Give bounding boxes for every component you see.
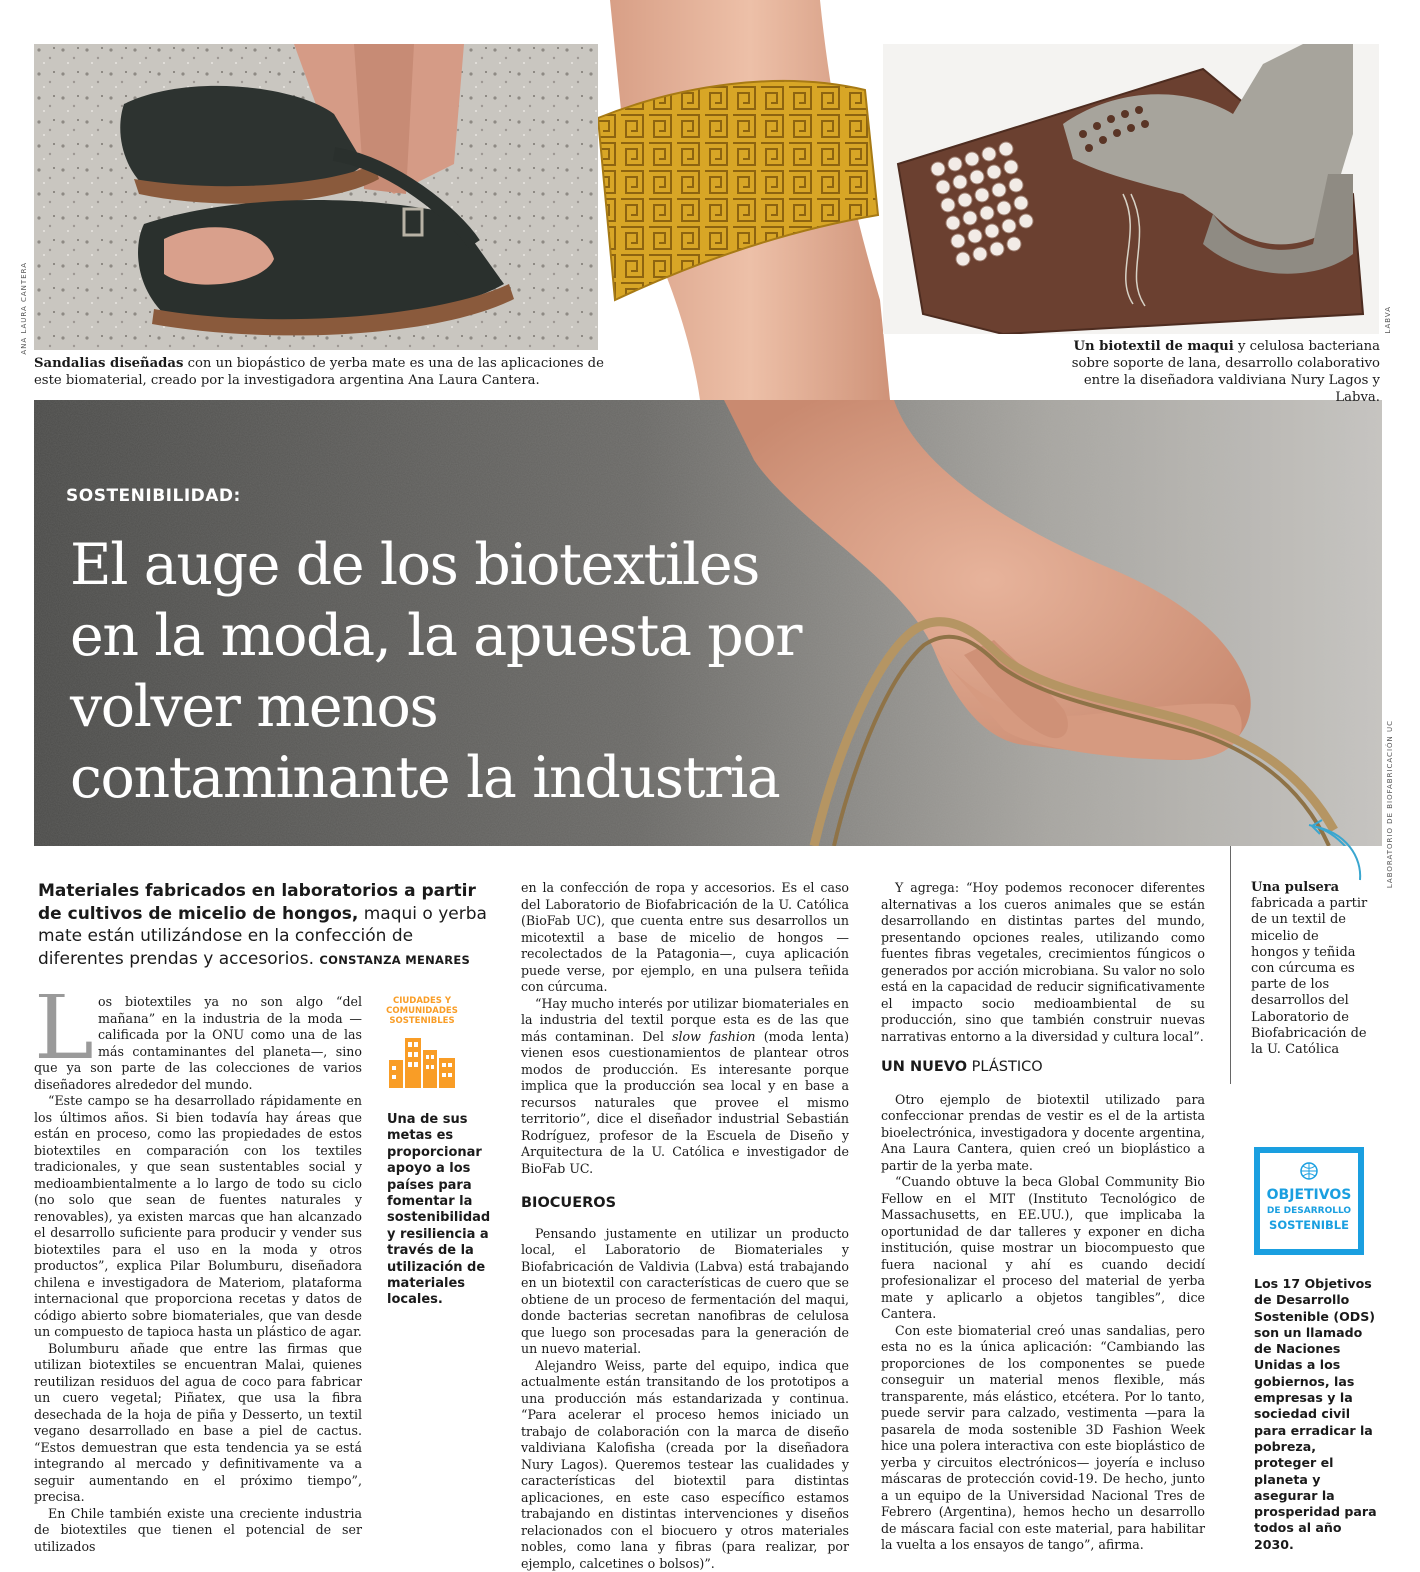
col3-paragraph-1: Y agrega: “Hoy podemos reconocer diferentes alternativas a los cueros animales que se están desarrollando en distintas partes del mundo, presentando opciones reales, utilizando como fuentes fibras vegetales, crecimientos fúngicos o generados por acción microbiana. Su valor no solo está en la capacidad de reducir significativamente el impacto socio medioambiental de su producción, sino que también construir nuevas narrativas entorno a la diversidad y cultura local”. — [881, 880, 1205, 1045]
col2-p2-start: “Hay mucho interés por utilizar biomateriales en la industria del textil porque esta es de las que más contaminan. Del — [521, 996, 849, 1044]
subhead-bold: UN NUEVO — [881, 1059, 967, 1075]
caption-right-text: y celulosa bacteriana sobre soporte de lana, desarrollo colaborativo entre la diseñadora valdiviana Nury Lagos y Labva. — [1072, 339, 1380, 405]
sdg-logo-line3: SOSTENIBLE — [1260, 1218, 1358, 1232]
bracelet-photo — [590, 0, 890, 400]
maqui-textile-photo — [883, 44, 1379, 334]
article-deck — [38, 880, 502, 971]
ods-11-label: CIUDADES Y COMUNIDADES SOSTENIBLES — [383, 996, 461, 1026]
dropcap — [34, 994, 92, 1052]
col2-p2-end: (moda lenta) vienen esos cuestionamientos de plantear otros modos de producción. Es interesante porque implica que la producción sea local y en base a recursos naturales que provee el mismo territorio”, dice el diseñador industrial Sebastián Rodríguez, profesor de la Escuela de Diseño y Arquitectura de la U. Católica e investigador de BioFab UC. — [521, 1029, 849, 1176]
hero-photo-credit: LABORATORIO DE BIOFABRICACIÓN UC — [1386, 720, 1394, 888]
subhead-rest: PLÁSTICO — [967, 1059, 1043, 1075]
col1-paragraph-2: “Este campo se ha desarrollado rápidamente en los últimos años. Si bien todavía hay áreas que están en proceso, como las propiedades de estos biotextiles en comparación con los textiles tradicionales, y que sean sustentables social y medioambientalmente a lo largo de todo su ciclo (no solo que sean de fuentes naturales y renovables), ya existen marcas que han alcanzado el desarrollo suficiente para producir y vender sus biotextiles para el uso en la moda y otros productos”, explica Pilar Bolumburu, diseñadora chilena e investigadora de Materiom, plataforma internacional que proporciona recetas y datos de código abierto sobre biomateriales, que van desde un compuesto de tapioca hasta un plástico de agar. — [34, 1093, 362, 1341]
hero-caption-bold: Una pulsera — [1251, 880, 1339, 895]
subhead-biocueros: BIOCUEROS — [521, 1195, 849, 1212]
hero-caption — [1251, 880, 1369, 1058]
sandals-photo — [34, 44, 598, 350]
un-emblem-icon — [1299, 1161, 1319, 1181]
caption-left — [34, 355, 604, 389]
dropcap-letter: L — [34, 994, 92, 1060]
photo-credit-left: ANA LAURA CANTERA — [20, 262, 28, 355]
photo-credit-right: LABVA — [1384, 306, 1392, 334]
deck-text: maqui o yerba mate están utilizándose en la confección de diferentes prendas y accesorios. — [38, 904, 487, 969]
col1-paragraph-3: Bolumburu añade que entre las firmas que utilizan biotextiles se encuentran Malai, quienes reutilizan residuos del agua de coco para fabricar un cuero vegetal; Piñatex, que usa la fibra desechada de la hoja de piña y Desserto, un textil vegano desarrollado en base a piel de cactus. “Estos demuestran que esta tendencia ya se está integrando al mercado y definitivamente va a seguir aumentando en el próximo tiempo”, precisa. — [34, 1341, 362, 1506]
col1-paragraph-1: os biotextiles ya no son algo “del mañana” en la industria de la moda —calificada por la ONU como una de las más contaminantes del planeta—, sino que ya son parte de las colecciones de varios diseñadores alrededor del mundo. — [34, 994, 362, 1093]
author-byline: CONSTANZA MENARES — [319, 953, 470, 967]
sdg-logo-line2: DE DESARROLLO — [1260, 1206, 1358, 1216]
col3-paragraph-2: Otro ejemplo de biotextil utilizado para confeccionar prendas de vestir es el de la artista bioelectrónica, investigadora y docente argentina, Ana Laura Cantera, quien creó un bioplástico a partir de la yerba mate. — [881, 1092, 1205, 1175]
ods-11-badge — [383, 996, 461, 1090]
kicker: SOSTENIBILIDAD: — [66, 486, 241, 506]
article-column-2 — [521, 880, 849, 1572]
article-column-1 — [34, 994, 362, 1555]
col3-paragraph-3: “Cuando obtuve la beca Global Community Bio Fellow en el MIT (Instituto Tecnológico de Massachusetts, en EE.UU.), que implicaba la oportunidad de dar talleres y exponer en dicha institución, quise mostrar un biocompuesto que fuera nacional y ahí es cuando decidí profesionalizar el proceso del material de yerba mate y aplicarlo a objetos tangibles”, dice Cantera. — [881, 1174, 1205, 1323]
hero-caption-divider — [1230, 846, 1231, 1084]
hero-caption-text: fabricada a partir de un textil de micelio de hongos y teñida con cúrcuma es parte de los desarrollos del Laboratorio de Biofabricación de la U. Católica — [1251, 896, 1367, 1057]
article-column-3 — [881, 880, 1205, 1554]
col2-paragraph-2 — [521, 996, 849, 1178]
sdg-logo-line1: OBJETIVOS — [1260, 1187, 1358, 1203]
sdg-text: Los 17 Objetivos de Desarrollo Sostenible (ODS) son un llamado de Naciones Unidas a los gobiernos, las empresas y la sociedad civil para erradicar la pobreza, proteger el planeta y asegurar la prosperidad para todos al año 2030. — [1254, 1276, 1382, 1553]
ods-11-text: Una de sus metas es proporcionar apoyo a los países para fomentar la sostenibilidad y resiliencia a través de la utilización de materiales locales. — [387, 1112, 491, 1309]
col2-paragraph-4: Alejandro Weiss, parte del equipo, indica que actualmente están transitando de los prototipos a una producción más estandarizada y continua. “Para acelerar el proceso hemos iniciado un trabajo de colaboración con la marca de diseño valdiviana Kalofisha (creada por la diseñadora Nury Lagos). Queremos testear las cualidades y características del biotextil para distintas aplicaciones, en este caso específico estamos trabajando en distintas intervenciones y diseños relacionados con el biocuero y otros materiales nobles, como lana y fibras (para realizar, por ejemplo, calcetines o bolsos)”. — [521, 1358, 849, 1572]
col2-paragraph-1: en la confección de ropa y accesorios. Es el caso del Laboratorio de Biofabricación de la U. Católica (BioFab UC), que cuenta entre sus desarrollos un micotextil a base de micelio de hongos —recolectados de la Patagonia—, cuya aplicación puede verse, por ejemplo, en una pulsera teñida con cúrcuma. — [521, 880, 849, 996]
col3-paragraph-4: Con este biomaterial creó unas sandalias, pero esta no es la única aplicación: “Cambiando las proporciones de los componentes se puede conseguir un material menos flexible, más transparente, más elástico, etcétera. Por lo tanto, puede servir para calzado, vestimenta —para la pasarela de moda sostenible 3D Fashion Week hice una polera interactiva con este bioplástico de yerba y circuitos electrónicos— joyería e incluso máscaras de protección covid-19. De hecho, junto a un equipo de la Universidad Nacional Tres de Febrero (Argentina), hemos hecho un desarrollo de máscara facial con este material, para habilitar la vuelta a los ensayos de tango”, afirma. — [881, 1323, 1205, 1554]
caption-left-text: con un biopástico de yerba mate es una de las aplicaciones de este biomaterial, creado por la investigadora argentina Ana Laura Cantera. — [34, 356, 604, 388]
subhead-nuevo-plastico — [881, 1059, 1205, 1076]
caption-right — [1056, 338, 1380, 406]
col2-paragraph-3: Pensando justamente en utilizar un producto local, el Laboratorio de Biomateriales y Biofabricación de Valdivia (Labva) está trabajando en un biotextil con características de cuero que se obtiene de un proceso de fermentación del maqui, donde bacterias secretan nanofibras de celulosa que luego son procesadas para la generación de un nuevo material. — [521, 1226, 849, 1358]
col2-p2-italic: slow fashion — [672, 1029, 756, 1044]
sdg-logo — [1254, 1147, 1364, 1255]
caption-arrow-icon — [1302, 818, 1372, 888]
caption-left-bold: Sandalias diseñadas — [34, 356, 183, 371]
caption-right-bold: Un biotextil de maqui — [1073, 339, 1233, 354]
deck-bold: Materiales fabricados en laboratorios a partir de cultivos de micelio de hongos, — [38, 881, 476, 924]
headline: El auge de los biotextiles en la moda, la apuesta por volver menos contaminante la industria — [70, 530, 830, 814]
city-buildings-icon — [383, 1030, 461, 1090]
col1-paragraph-4: En Chile también existe una creciente industria de biotextiles que tienen el potencial de ser utilizados — [34, 1506, 362, 1556]
